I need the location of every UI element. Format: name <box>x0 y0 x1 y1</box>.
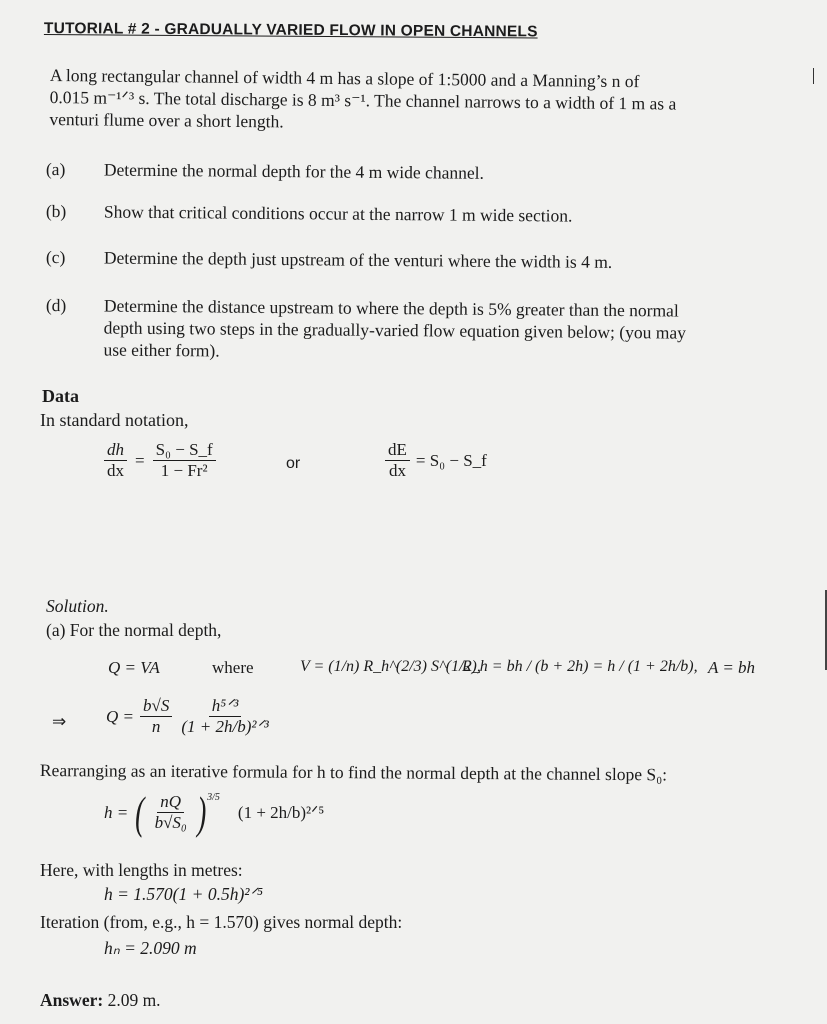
eq-q-derived: Q = $\frac{b√S}{n}$ $\frac{\text{h⁵ᐟ³}}{\text{(1 + 2h/b)²ᐟ³}}$ <box>106 696 269 736</box>
eq-area: A = bh <box>708 658 756 677</box>
question-text: Show that critical conditions occur at the narrow 1 m wide section. <box>103 201 573 226</box>
gvf-equation-2: $\frac{dE}{dx}$ = S₀ − S_f <box>385 440 487 481</box>
question-text: Determine the depth just upstream of the venturi where the width is 4 m. <box>103 247 613 272</box>
implies-arrow: ⇒ <box>52 712 67 731</box>
question-c <box>46 246 613 273</box>
tutorial-title: TUTORIAL # 2 - GRADUALLY VARIED FLOW IN OPEN CHANNELS <box>43 20 538 41</box>
question-b <box>46 200 573 227</box>
question-label: (c) <box>45 246 66 268</box>
answer-value: 2.09 m. <box>107 990 161 1010</box>
gvf-equation-1: $\frac{dh}{dx}$ = $\frac{\text{S₀ − S\_f}}{\text{1 − Fr²}}$ <box>104 440 216 481</box>
iteration-text: Iteration (from, e.g., h = 1.570) gives normal depth: <box>40 912 403 932</box>
question-text: Determine the distance upstream to where the depth is 5% greater than the normal depth using two steps in the gradually-varied flow equation given below; (you may use either form). <box>103 295 687 361</box>
normal-depth-result: hₙ = 2.090 m <box>104 938 197 958</box>
question-text: Determine the normal depth for the 4 m wide channel. <box>103 159 484 183</box>
problem-line-2: 0.015 m⁻¹ᐟ³ s. The total discharge is 8 m³ s⁻¹. The channel narrows to a width of 1 m as a <box>49 86 677 114</box>
answer-label: Answer: <box>40 990 104 1010</box>
or-text: or <box>286 455 301 472</box>
margin-mark <box>813 68 814 84</box>
question-d <box>45 294 816 367</box>
eq-h-iterative: h = ( $\frac{nQ}{\text{b√S₀}}$ ) 3/5 (1 + 2h/b)²ᐟ⁵ <box>104 786 325 838</box>
problem-line-1: A long rectangular channel of width 4 m has a slope of 1:5000 and a Manning’s n of <box>49 64 640 92</box>
where-text: where <box>212 658 254 677</box>
question-label: (d) <box>45 294 67 316</box>
eq-h-numeric: h = 1.570(1 + 0.5h)²ᐟ⁵ <box>104 884 264 904</box>
rearrange-text: Rearranging as an iterative formula for h to find the normal depth at the channel slope S₀: <box>39 760 668 785</box>
data-intro: In standard notation, <box>40 410 189 430</box>
question-a <box>46 158 484 184</box>
problem-line-3: venturi flume over a short length. <box>49 108 284 132</box>
here-text: Here, with lengths in metres: <box>40 860 243 880</box>
eq-hydraulic-radius: R_h = bh / (b + 2h) = h / (1 + 2h/b), <box>462 658 698 675</box>
question-label: (a) <box>45 158 66 180</box>
data-heading: Data <box>42 386 79 406</box>
answer-line <box>40 990 161 1011</box>
eq-q-va: Q = VA <box>108 658 160 677</box>
solution-heading: Solution. <box>46 596 109 616</box>
question-label: (b) <box>45 200 67 222</box>
part-a-intro: (a) For the normal depth, <box>46 620 222 640</box>
eq-velocity: V = (1/n) R_h^(2/3) S^(1/2), <box>300 658 481 675</box>
problem-statement <box>49 64 812 138</box>
